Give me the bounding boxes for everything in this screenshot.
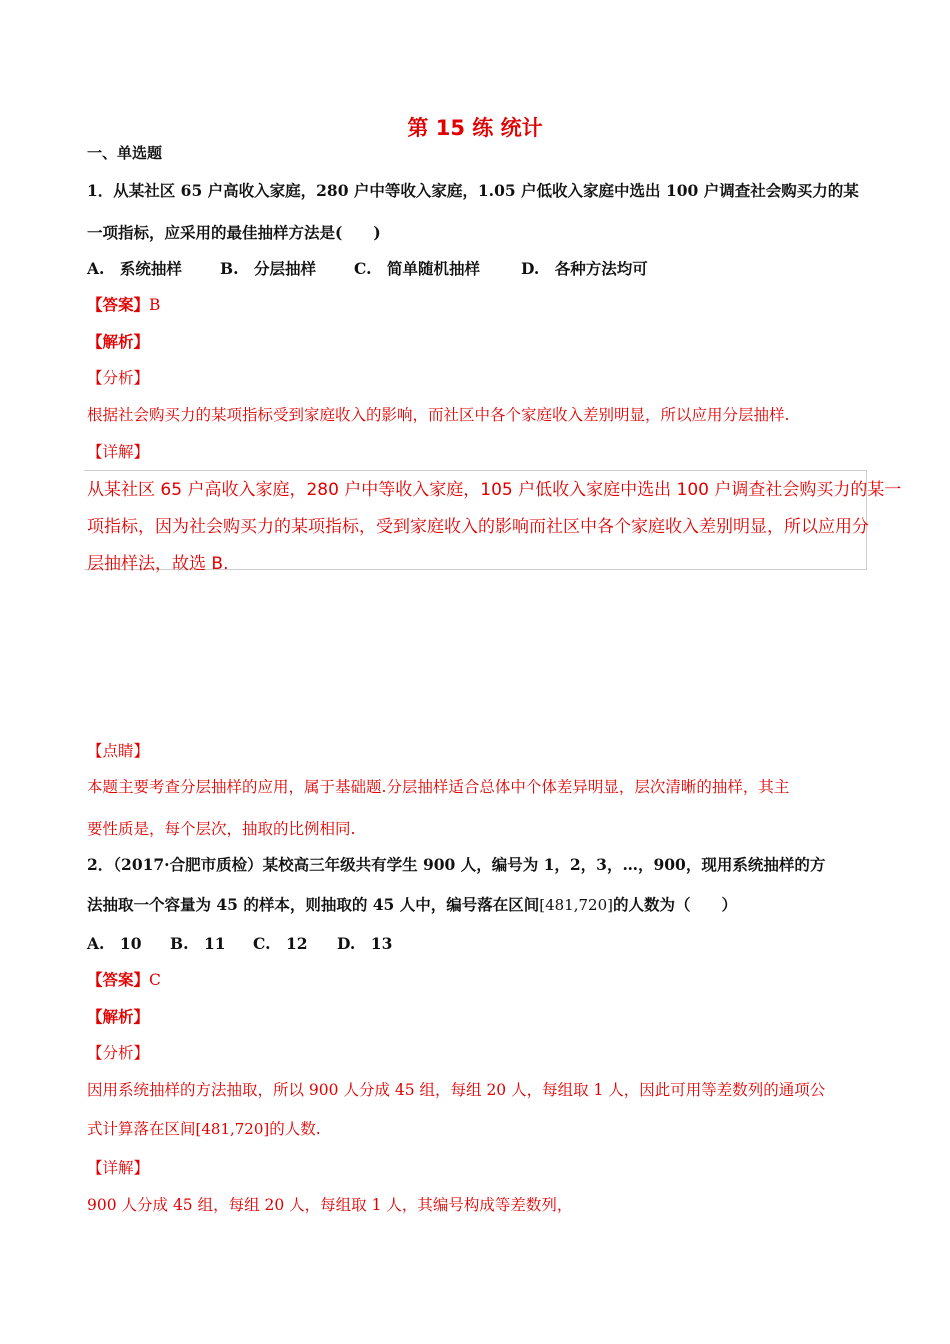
q2-stem-line1: 2．（2017·合肥市质检）某校高三年级共有学生 900 人，编号为 1，2，3，…，900，现用系统抽样的方 — [87, 855, 826, 874]
q1-option-b: B. 分层抽样 — [220, 259, 316, 278]
q1-answer — [87, 293, 160, 315]
answer-tag: 【答案】 — [87, 970, 150, 989]
q2-jiexi-tag: 【解析】 — [87, 1007, 150, 1026]
q2-option-c: C. 12 — [253, 934, 308, 953]
q2-interval: [481,720] — [539, 896, 613, 914]
q2-stem-line2-part1: 法抽取一个容量为 45 的样本，则抽取的 45 人中，编号落在区间 — [87, 895, 540, 914]
q1-xiangjie-tag: 【详解】 — [87, 443, 150, 461]
q2-fenxi-line2-part1: 式计算落在区间 — [87, 1120, 196, 1138]
q1-option-c: C. 简单随机抽样 — [354, 259, 480, 278]
q2-stem-line2 — [87, 893, 737, 915]
q1-stem-line2: 一项指标，应采用的最佳抽样方法是( ) — [87, 223, 381, 242]
q2-detail-line1: 900 人分成 45 组，每组 20 人，每组取 1 人，其编号构成等差数列， — [87, 1196, 573, 1214]
q1-detail-line1: 从某社区 65 户高收入家庭，280 户中等收入家庭，105 户低收入家庭中选出 100 户调查社会购买力的某一 — [87, 480, 902, 500]
q1-option-a: A. 系统抽样 — [87, 259, 182, 278]
q1-stem-line1: 1．从某社区 65 户高收入家庭，280 户中等收入家庭，1.05 户低收入家庭中选出 100 户调查社会购买力的某 — [87, 181, 859, 200]
q1-dianjing-tag: 【点睛】 — [87, 742, 150, 760]
q2-fenxi-line1: 因用系统抽样的方法抽取，所以 900 人分成 45 组，每组 20 人，每组取 1 人，因此可用等差数列的通项公 — [87, 1081, 826, 1099]
q2-stem-line2-part2: 的人数为（ ） — [612, 895, 737, 914]
q2-answer — [87, 968, 161, 990]
q2-option-d: D. 13 — [337, 934, 393, 953]
q2-option-b: B. 11 — [170, 934, 226, 953]
q1-detail-line3: 层抽样法，故选 B. — [87, 554, 229, 574]
q1-option-d: D. 各种方法均可 — [521, 259, 648, 278]
q2-option-a: A. 10 — [87, 934, 142, 953]
answer-tag: 【答案】 — [87, 295, 150, 314]
answer-value: B — [149, 296, 161, 314]
q1-fenxi-text: 根据社会购买力的某项指标受到家庭收入的影响，而社区中各个家庭收入差别明显，所以应用分层抽样. — [87, 406, 790, 424]
q2-fenxi-interval: [481,720] — [195, 1120, 270, 1138]
section-heading: 一、单选题 — [87, 144, 163, 162]
q2-fenxi-tag: 【分析】 — [87, 1044, 150, 1062]
answer-value: C — [149, 971, 161, 989]
q1-detail-line2: 项指标，因为社会购买力的某项指标，受到家庭收入的影响而社区中各个家庭收入差别明显，所以应用分 — [87, 517, 869, 537]
q1-dianjing-line2: 要性质是，每个层次，抽取的比例相同. — [87, 820, 356, 838]
q1-dianjing-line1: 本题主要考查分层抽样的应用，属于基础题.分层抽样适合总体中个体差异明显，层次清晰的抽样，其主 — [87, 778, 790, 796]
q2-fenxi-line2 — [87, 1117, 321, 1139]
page-title: 第 15 练 统计 — [407, 116, 543, 140]
q2-fenxi-line2-part2: 的人数. — [269, 1120, 321, 1138]
q1-jiexi-tag: 【解析】 — [87, 332, 150, 351]
q1-fenxi-tag: 【分析】 — [87, 369, 150, 387]
q2-xiangjie-tag: 【详解】 — [87, 1159, 150, 1177]
